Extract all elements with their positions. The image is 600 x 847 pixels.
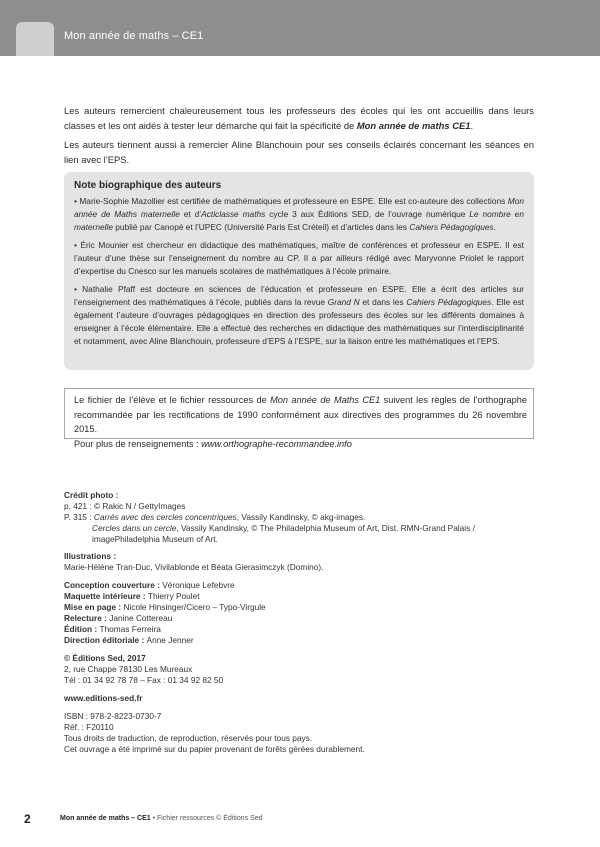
bio-paragraph-1: • Marie-Sophie Mazollier est certifiée de mathématiques et professeure en ESPE. Elle est co-auteure des collections Mon année de Maths maternelle et d’Acticlasse maths cycle 3 aux Éditions SED, de l’ouvrage numérique Le nombre en maternelle publié par Canopé et l’UPEC (Université Paris Est Créteil) et d’articles dans les Cahiers Pédagogiques.	[74, 196, 524, 232]
acknowledgements-paragraph-2: Les auteurs tiennent aussi à remercier Aline Blanchouin pour ses conseils éclairés concernant les séances en lien avec l’EPS.	[64, 139, 534, 165]
bio-title: Note biographique des auteurs	[74, 180, 222, 191]
spelling-paragraph-1: Le fichier de l’élève et le fichier ressources de Mon année de Maths CE1 suivent les règles de l’orthographe recommandée par les rectifications de 1990 conformément aux directives des programmes du 26 novembre 2015.	[74, 395, 527, 434]
header-bar	[0, 0, 600, 56]
bio-paragraph-2: • Éric Mounier est chercheur en didactique des mathématiques, maître de conférences et professeur en ESPE. Il est l’auteur d’une thèse sur l’enseignement du nombre au CP. Il a par ailleurs rédigé avec Maryvonne Priolet le rapport d’expertise du Cnesco sur les manuels scolaires de mathématiques à l’école primaire.	[74, 240, 524, 276]
illustration-credits: Illustrations : Marie-Hélène Tran-Duc, Vivilablonde et Béata Gierasimczyk (Domino).	[64, 551, 324, 572]
author-bio-box	[64, 172, 534, 370]
acknowledgements	[64, 104, 534, 172]
header-title: Mon année de maths – CE1	[64, 30, 204, 42]
legal-info: ISBN : 978-2-8223-0730-7 Réf. : F20110 Tous droits de traduction, de reproduction, réservés pour tous pays. Cet ouvrage a été imprimé sur du papier provenant de forêts gérées durablement.	[64, 711, 365, 754]
bio-paragraph-3: • Nathalie Pfaff est docteure en sciences de l’éducation et professeure en ESPE. Elle a écrit des articles sur l’enseignement des mathématiques à l’école, publiés dans la revue Grand N et dans les Cahiers Pédagogiques. Elle est également l’auteure d’ouvrages pédagogiques en direction des professeurs des écoles sur les différents domaines à enseigner à l’école élémentaire. Elle a effectué des recherches en didactique des mathématiques sur l’interdisciplinarité et notamment, avec Aline Blanchouin, professeure d’EPS à l’ESPE, sur la liaison entre les mathématiques et l’EPS.	[74, 284, 524, 346]
credits	[64, 490, 484, 755]
spelling-note-box	[64, 388, 534, 449]
acknowledgements-paragraph-1: Les auteurs remercient chaleureusement tous les professeurs des écoles qui les ont accueillis dans leurs classes et les ont aidés à tester leur démarche qui fait la spécificité de Mon année de maths CE1.	[64, 105, 534, 131]
photo-credits: Crédit photo : p. 421 : © Rakic N / GettyImages P. 315 : Carrés avec des cercles concentriques, Vassily Kandinsky, © akg-images. Cercles dans un cercle, Vassily Kandinsky, © The Philadelphia Museum of Art, Dist. RMN-Grand Palais / imagePhiladelphia Museum of Art.	[64, 490, 475, 544]
production-credits: Conception couverture : Véronique Lefebvre Maquette intérieure : Thierry Poulet Mise en page : Nicole Hinsinger/Cicero – Typo-Virgule Relecture : Janine Cottereau Édition : Thomas Ferreira Direction éditoriale : Anne Jenner	[64, 580, 266, 645]
publisher-info: © Éditions Sed, 2017 2, rue Chappe 78130 Les Mureaux Tél : 01 34 92 78 78 – Fax : 01 34 92 82 50	[64, 653, 224, 685]
spelling-paragraph-2: Pour plus de renseignements : www.orthographe-recommandee.info	[74, 438, 352, 449]
website-link[interactable]: www.editions-sed.fr	[64, 693, 143, 703]
footer-text: Mon année de maths – CE1 • Fichier ressources © Éditions Sed	[60, 815, 263, 822]
page-number: 2	[24, 812, 31, 826]
publisher-website	[64, 693, 484, 704]
header-tab	[16, 22, 54, 56]
spelling-link[interactable]: www.orthographe-recommandee.info	[201, 438, 352, 449]
